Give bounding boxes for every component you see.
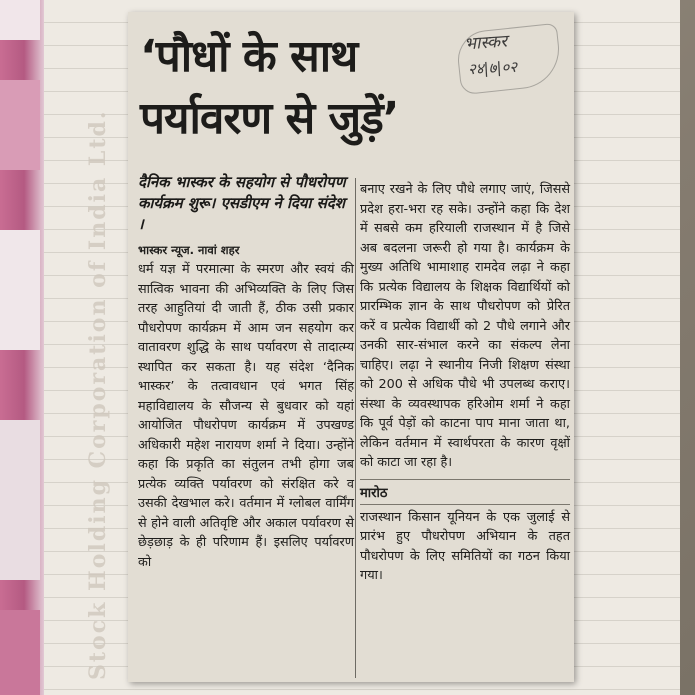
headline-line-1: ‘पौधों के साथ (140, 31, 358, 82)
show-through-text: Stock Holding Corporation of India Ltd. (85, 109, 111, 680)
handwritten-source: भास्कर (463, 31, 508, 55)
article-deck: दैनिक भास्कर के सहयोग से पौधरोपण कार्यक्रम शुरू। एसडीएम ने दिया संदेश । (138, 173, 346, 233)
right-column (360, 180, 570, 586)
left-column (138, 172, 354, 572)
article-body-sub: राजस्थान किसान यूनियन के एक जुलाई से प्रारंभ हुए पौधरोपण अभियान के तहत पौधरोपण के लिए समितियों का गठन किया गया। (360, 509, 570, 583)
column-divider (355, 178, 356, 678)
headline-line-2: पर्यावरण से जुड़ें’ (140, 93, 399, 144)
subhead: मारोठ (360, 479, 570, 501)
article-body-right: बनाए रखने के लिए पौधे लगाए जाएं, जिससे प्रदेश हरा-भरा रह सके। उन्होंने कहा कि देश में सबसे कम हरियाली राजस्थान में है जिसे अब बदलना जरूरी हो गया है। कार्यक्रम के मुख्य अतिथि भामाशाह रामदेव लढ़ा ने कहा कि प्रत्येक विद्यालय के शिक्षक विद्यार्थियों को प्रारम्भिक ज्ञान के साथ पौधरोपण को प्रेरित करें व प्रत्येक विद्यार्थी को 2 पौधे लगाने और उनकी सार-संभाल करने का संकल्प लेना चाहिए। लढ़ा ने स्थानीय निजी शिक्षण संस्था को 200 से अधिक पौधे भी उपलब्ध कराए। संस्था के व्यवस्थापक हरिओम शर्मा ने कहा कि पूर्व पेड़ों को काटना पाप माना जाता था, लेकिन वर्तमान में स्वार्थपरता के कारण वृक्षों को काटा जा रहा है। (360, 182, 570, 470)
article-body-left: धर्म यज्ञ में परमात्मा के स्मरण और स्वयं की सात्विक भावना की अभिव्यक्ति के लिए जिस तरह आहुतियां दी जाती हैं, ठीक उसी प्रकार पौधरोपण कार्यक्रम में आम जन सहयोग कर वातावरण शुद्धि के साथ पर्यावरण से तादात्म्य स्थापित कर सकता है। यह संदेश ‘दैनिक भास्कर’ के तत्वावधान एवं भगत सिंह महाविद्यालय के सौजन्य से बुधवार को यहां आयोजित पौधरोपण कार्यक्रम में उपखण्ड अधिकारी महेश नारायण शर्मा ने दिया। उन्होंने कहा कि प्रकृति का संतुलन तभी होगा जब प्रत्येक व्यक्ति पर्यावरण को संरक्षित करे व उसकी देखभाल करे। वर्तमान में ग्लोबल वार्मिंग से होने वाली अतिवृष्टि और अकाल पर्यावरण से छेड़छाड़ के ही परिणाम हैं। इसलिए पर्यावरण को (138, 262, 354, 570)
byline: भास्कर न्यूज. नावां शहर (138, 243, 240, 257)
handwritten-date: २४|७|०२ (467, 57, 518, 79)
newspaper-clipping (128, 12, 574, 682)
subhead-rule (360, 504, 570, 505)
magazine-edge (0, 0, 44, 695)
handwritten-note (456, 24, 564, 94)
